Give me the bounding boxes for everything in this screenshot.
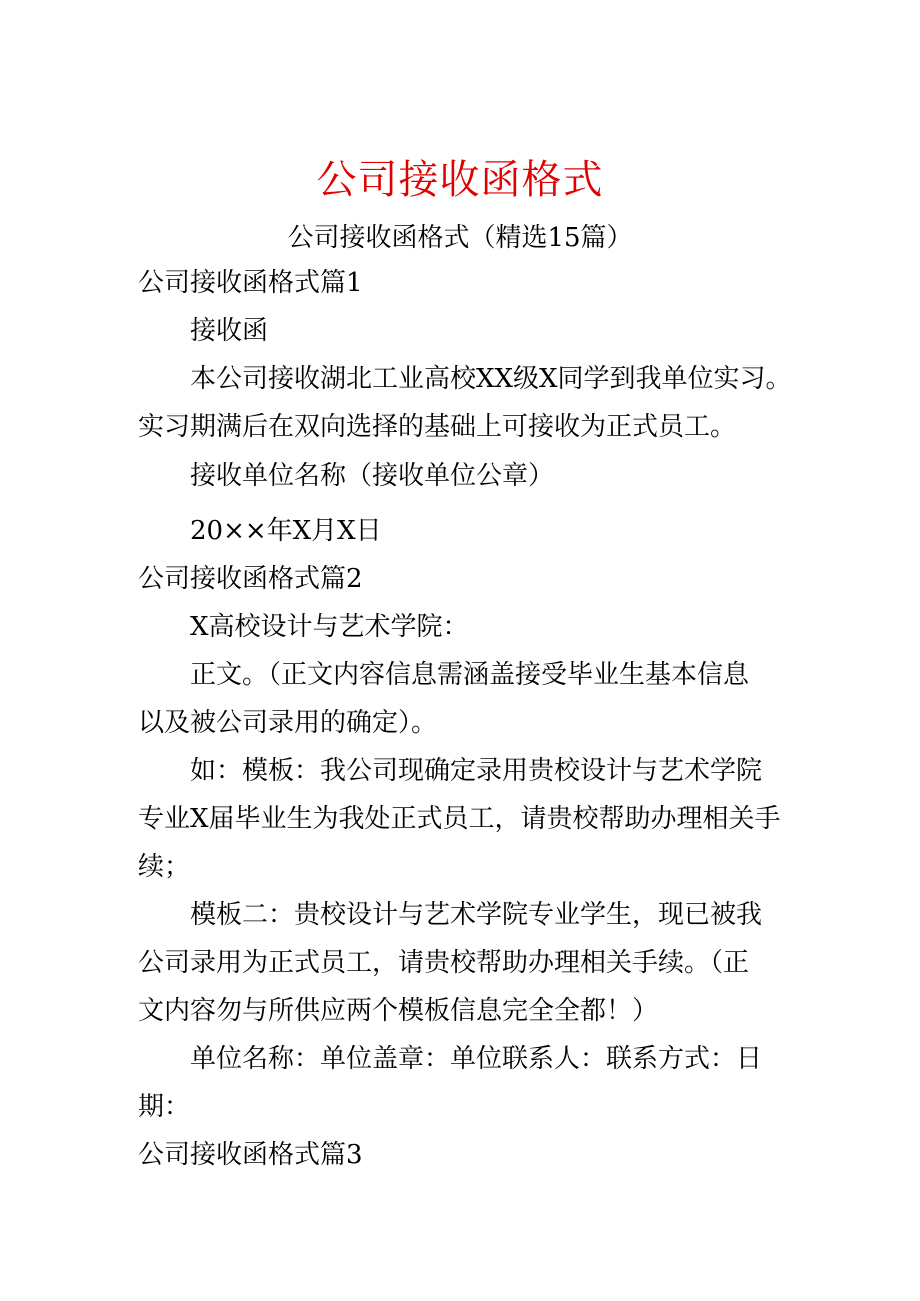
paragraph-line: 专业X届毕业生为我处正式员工，请贵校帮助办理相关手 bbox=[138, 804, 781, 834]
paragraph-line: 期： bbox=[138, 1092, 191, 1122]
paragraph-line: 文内容勿与所供应两个模板信息完全全都！） bbox=[138, 996, 659, 1026]
paragraph-line: 以及被公司录用的确定）。 bbox=[138, 708, 438, 738]
paragraph-line: 本公司接收湖北工业高校XX级X同学到我单位实习。 bbox=[190, 364, 792, 394]
paragraph-line: 续； bbox=[138, 852, 191, 882]
paragraph-line: 公司录用为正式员工，请贵校帮助办理相关手续。（正 bbox=[138, 948, 750, 978]
paragraph-line: 实习期满后在双向选择的基础上可接收为正式员工。 bbox=[138, 412, 737, 442]
paragraph-line: 正文。（正文内容信息需涵盖接受毕业生基本信息 bbox=[190, 660, 750, 690]
salutation-line: X高校设计与艺术学院： bbox=[190, 612, 469, 642]
section-heading-3: 公司接收函格式篇3 bbox=[138, 1140, 363, 1170]
document-title: 公司接收函格式 bbox=[316, 157, 604, 203]
paragraph-line: 单位名称：单位盖章：单位联系人：联系方式：日 bbox=[190, 1044, 763, 1074]
date-line: 20××年X月X日 bbox=[190, 516, 382, 546]
signature-line: 接收单位名称（接收单位公章） bbox=[190, 461, 555, 491]
letter-heading: 接收函 bbox=[190, 316, 269, 346]
section-heading-2: 公司接收函格式篇2 bbox=[138, 564, 363, 594]
document-subtitle: 公司接收函格式（精选15篇） bbox=[287, 223, 633, 253]
paragraph-line: 模板二：贵校设计与艺术学院专业学生，现已被我 bbox=[190, 900, 763, 930]
section-heading-1: 公司接收函格式篇1 bbox=[138, 268, 363, 298]
paragraph-line: 如：模板：我公司现确定录用贵校设计与艺术学院 bbox=[190, 756, 763, 786]
